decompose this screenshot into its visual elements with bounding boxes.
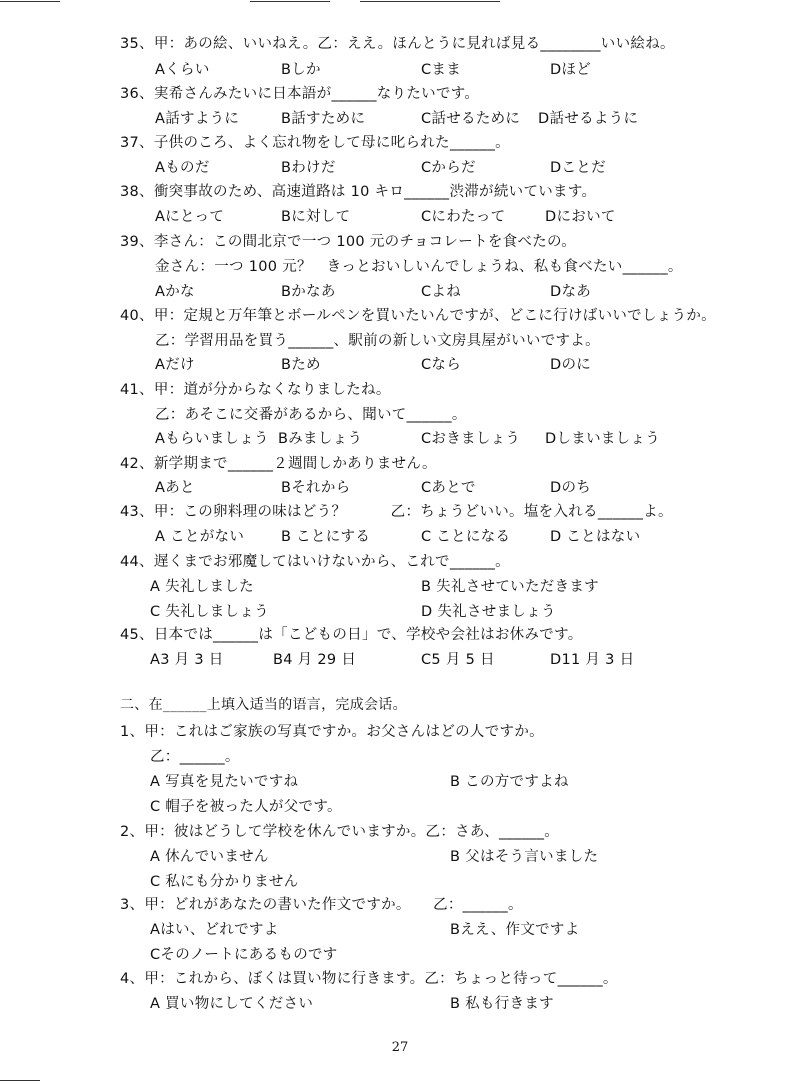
option-a: Aあと bbox=[155, 480, 195, 496]
question-text: 子供のころ、よく忘れ物をして母に叱られた______。 bbox=[153, 135, 510, 151]
question-number: 38、 bbox=[120, 184, 154, 200]
option-a: A話すように bbox=[155, 111, 240, 127]
dialogue-question-4 bbox=[120, 969, 618, 989]
option-c: Cおきましょう bbox=[421, 431, 521, 447]
option-c: Cからだ bbox=[421, 160, 476, 176]
page-number: 27 bbox=[391, 1040, 409, 1055]
option-c: Cにわたって bbox=[421, 209, 506, 225]
option-d: D11 月 3 日 bbox=[550, 652, 635, 668]
option-a: Aもらいましょう bbox=[155, 431, 269, 447]
option-d: D 失礼させましょう bbox=[421, 604, 556, 620]
option-a: Aものだ bbox=[155, 160, 210, 176]
option-c: C5 月 5 日 bbox=[421, 652, 495, 668]
option-d: Dことだ bbox=[550, 160, 606, 176]
question-number: 42、 bbox=[120, 456, 154, 472]
question-text: 実希さんみたいに日本語が______なりたいです。 bbox=[153, 86, 480, 102]
question-text: 甲：これはご家族の写真ですか。お父さんはどの人ですか。 bbox=[144, 724, 544, 740]
option-d: Dなあ bbox=[550, 284, 592, 300]
option-c: Cよね bbox=[421, 284, 462, 300]
question-38 bbox=[120, 182, 596, 202]
question-text: 甲：これから、ぼくは買い物に行きます。乙：ちょっと待って______。 bbox=[144, 971, 618, 987]
question-41-line2: 乙：あそこに交番があるから、聞いて______。 bbox=[155, 407, 467, 423]
option-d: Dにおいて bbox=[545, 209, 616, 225]
option-a: A 休んでいません bbox=[150, 849, 269, 865]
option-c: C 帽子を被った人が父です。 bbox=[150, 799, 342, 815]
question-40 bbox=[120, 306, 716, 326]
top-rule-center bbox=[250, 1, 330, 2]
option-b: Bに対して bbox=[281, 209, 351, 225]
top-rule-left bbox=[0, 1, 60, 2]
question-44 bbox=[120, 552, 510, 572]
question-number: 2、 bbox=[120, 824, 145, 840]
question-number: 36、 bbox=[120, 86, 154, 102]
question-45 bbox=[120, 625, 583, 645]
question-number: 44、 bbox=[120, 554, 154, 570]
question-text: 李さん：この間北京で一つ 100 元のチョコレートを食べたの。 bbox=[153, 234, 577, 250]
option-a: A3 月 3 日 bbox=[150, 652, 224, 668]
dialogue-question-3 bbox=[120, 895, 523, 915]
option-b: B ことにする bbox=[281, 529, 371, 545]
question-number: 3、 bbox=[120, 897, 145, 913]
option-a: A 失礼しました bbox=[150, 579, 254, 595]
question-39-line2: 金さん：一つ 100 元？ きっとおいしいんでしょうね、私も食べたい______。 bbox=[155, 259, 683, 275]
dialogue-question-1-line2: 乙：______。 bbox=[150, 749, 240, 765]
dialogue-question-1 bbox=[120, 722, 544, 742]
question-number: 39、 bbox=[120, 234, 154, 250]
option-c: C 私にも分かりません bbox=[150, 874, 299, 890]
question-number: 37、 bbox=[120, 135, 154, 151]
option-b: B 失礼させていただきます bbox=[421, 579, 599, 595]
option-b: Bため bbox=[281, 357, 321, 373]
option-c: Cまま bbox=[421, 62, 462, 78]
question-39 bbox=[120, 232, 576, 252]
option-b: Bかなあ bbox=[281, 284, 336, 300]
option-b: Bええ、作文ですよ bbox=[450, 922, 580, 938]
option-a: A ことがない bbox=[155, 529, 245, 545]
question-number: 41、 bbox=[120, 382, 154, 398]
option-b: B話すために bbox=[281, 111, 366, 127]
option-d: Dしまいましょう bbox=[545, 431, 661, 447]
option-c: C話せるために bbox=[421, 111, 521, 127]
option-d: D ことはない bbox=[550, 529, 641, 545]
option-c: Cあとで bbox=[421, 480, 476, 496]
question-36 bbox=[120, 84, 479, 104]
question-number: 45、 bbox=[120, 627, 154, 643]
option-d: Dのち bbox=[550, 480, 592, 496]
question-text: 甲：彼はどうして学校を休んでいますか。乙：さあ、______。 bbox=[144, 824, 560, 840]
option-c: Cそのノートにあるものです bbox=[150, 947, 338, 963]
question-41 bbox=[120, 380, 391, 400]
question-number: 1、 bbox=[120, 724, 145, 740]
option-d: Dほど bbox=[550, 62, 592, 78]
option-d: Dのに bbox=[550, 357, 592, 373]
option-b: Bわけだ bbox=[281, 160, 336, 176]
option-a: A 買い物にしてください bbox=[150, 996, 314, 1012]
question-text: 新学期まで______２週間しかありません。 bbox=[153, 456, 437, 472]
question-number: 43、 bbox=[120, 504, 154, 520]
question-35 bbox=[120, 34, 675, 54]
question-text: 甲：この卵料理の味はどう？ 乙：ちょうどいい。塩を入れる______よ。 bbox=[153, 504, 673, 520]
option-a: Aくらい bbox=[155, 62, 210, 78]
question-40-line2: 乙：学習用品を買う______、駅前の新しい文房具屋がいいですよ。 bbox=[155, 333, 600, 349]
top-rule-right bbox=[360, 1, 500, 2]
option-a: A 写真を見たいですね bbox=[150, 774, 299, 790]
dialogue-question-2 bbox=[120, 822, 559, 842]
question-text: 甲：定規と万年筆とボールペンを買いたいんですが、どこに行けばいいでしょうか。 bbox=[153, 308, 716, 324]
question-number: 4、 bbox=[120, 971, 145, 987]
question-text: 日本では______は「こどもの日」で、学校や会社はお休みです。 bbox=[153, 627, 583, 643]
option-c: C 失礼しましょう bbox=[150, 604, 269, 620]
option-a: Aだけ bbox=[155, 357, 195, 373]
option-c: Cなら bbox=[421, 357, 462, 373]
section-2-heading: 二、在______上填入适当的语言，完成会话。 bbox=[120, 697, 407, 713]
option-a: Aはい、どれですよ bbox=[150, 922, 279, 938]
option-c: C ことになる bbox=[421, 529, 511, 545]
question-42 bbox=[120, 454, 437, 474]
question-text: 衝突事故のため、高速道路は 10 キロ______渋滞が続いています。 bbox=[153, 184, 597, 200]
question-37 bbox=[120, 133, 510, 153]
question-text: 遅くまでお邪魔してはいけないから、これで______。 bbox=[153, 554, 510, 570]
option-d: D話せるように bbox=[538, 111, 639, 127]
option-b: B この方ですよね bbox=[450, 774, 569, 790]
question-number: 40、 bbox=[120, 308, 154, 324]
bottom-rule-left bbox=[0, 1080, 40, 1081]
question-text: 甲：道が分からなくなりましたね。 bbox=[153, 382, 391, 398]
option-b: B 私も行きます bbox=[450, 996, 554, 1012]
question-number: 35、 bbox=[120, 36, 154, 52]
option-b: Bみましょう bbox=[278, 431, 363, 447]
option-b: B 父はそう言いました bbox=[450, 849, 599, 865]
option-b: Bそれから bbox=[281, 480, 351, 496]
option-a: Aかな bbox=[155, 284, 195, 300]
option-a: Aにとって bbox=[155, 209, 225, 225]
question-text: 甲：どれがあなたの書いた作文ですか。 乙：______。 bbox=[144, 897, 523, 913]
option-b: Bしか bbox=[281, 62, 321, 78]
question-43 bbox=[120, 502, 673, 522]
question-text: 甲：あの絵、いいねえ。乙：ええ。ほんとうに見れば見る________いい絵ね。 bbox=[153, 36, 675, 52]
option-b: B4 月 29 日 bbox=[273, 652, 357, 668]
